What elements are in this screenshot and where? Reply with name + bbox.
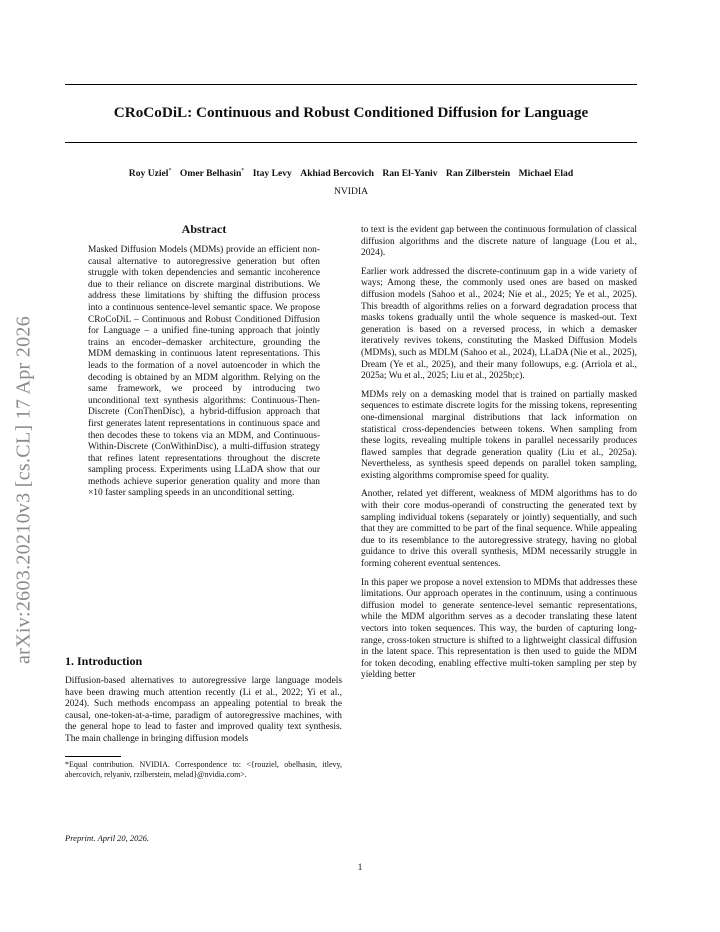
paragraph: to text is the evident gap between the continuous formulation of classical diffusion algorithms and the discrete nature of language (Lou et al., 2024). (361, 225, 637, 259)
author: Ran El-Yaniv (382, 168, 438, 180)
preprint-notice: Preprint. April 20, 2026. (65, 833, 150, 843)
author-list (65, 165, 637, 180)
section-heading-introduction: 1. Introduction (65, 654, 143, 668)
arxiv-identifier: arXiv:2603.20210v3 [cs.CL] 17 Apr 2026 (12, 315, 35, 665)
author: Ran Zilberstein (445, 168, 511, 180)
author: Akhiad Bercovich (300, 168, 374, 180)
author: Michael Elad (518, 168, 574, 180)
author: Itay Levy (252, 168, 292, 180)
affiliation: NVIDIA (333, 186, 369, 197)
title-bottom-rule (65, 142, 637, 143)
paragraph: In this paper we propose a novel extension to MDMs that addresses these limitations. Our approach operates in the continuum, using a continuous diffusion model to generate sentence-level semantic representations, while the MDM algorithm serves as a decoder translating these latent vectors into token sequences. This way, the burden of capturing long-range, cross-token structure is shifted to a lightweight classical diffusion in the latent space. This representation is then used to guide the MDM for token decoding, enabling effective multi-token sampling per step by yielding better (361, 577, 637, 681)
abstract-heading: Abstract (181, 222, 227, 236)
abstract-text: Masked Diffusion Models (MDMs) provide an efficient non-causal alternative to autoregressive generation but often struggle with token dependencies and semantic incoherence due to their reliance on discrete marginal distributions. We address these limitations by shifting the diffusion process into a continuous sentence-level semantic space. We propose CRoCoDiL – Continuous and Robust Conditioned Diffusion for Language – a unified fine-tuning approach that jointly trains an encoder–demasker architecture, grounding the MDM demasking in continuous latent representations. This leads to the formation of a novel autoencoder in which the decoding is obtained by an MDM algorithm. Relying on the same framework, we proceed by introducing two unconditional text synthesis algorithms: Continuous-Then-Discrete (ConThenDisc), a hybrid-diffusion approach that first generates latent representations in continuous space and then decodes these to tokens via an MDM, and Continuous-Within-Discrete (ConWithinDisc), a multi-diffusion strategy that refines latent representations throughout the discrete sampling process. Experiments using LLaDA show that our methods achieve superior generation quality and more than ×10 faster sampling speeds in an unconditional setting. (88, 245, 320, 499)
paragraph: MDMs rely on a demasking model that is trained on partially masked sequences to estimate discrete logits for the missing tokens, representing one-dimensional marginal distributions that lack information on statistical cross-dependencies between tokens. When sampling from these logits, revealing multiple tokens in parallel necessarily produces flawed samples that degrade generation quality (Liu et al., 2025a). Nevertheless, as synthesis speed depends on parallel token sampling, existing algorithms compromise speed for quality. (361, 389, 637, 481)
page-number: 1 (357, 862, 363, 873)
paragraph: Another, related yet different, weakness of MDM algorithms has to do with their core modus-operandi of constructing the generated text by sampling individual tokens (separately or jointly) sequentially, and such that they are committed to be part of the final sequence. While appealing due to its resemblance to the autoregressive strategy, having no global guidance to drive this overall synthesis, MDM necessarily struggle in forming coherent eventual sentences. (361, 489, 637, 570)
paragraph: Earlier work addressed the discrete-continuum gap in a wide variety of ways; Among these, the commonly used ones are based on masked diffusion models (Sahoo et al., 2024; Nie et al., 2025; Ye et al., 2025). This breadth of algorithms relies on a forward degradation process that masks tokens gradually until the whole sequence is masked-out. Text generation is based on a reversed process, in which a demasker iteratively revives tokens, constituting the Masked Diffusion Models (MDMs), such as MDLM (Sahoo et al., 2024), LLaDA (Nie et al., 2025), Dream (Ye et al., 2025), and their many followups, e.g. (Arriola et al., 2025a; Wu et al., 2025; Liu et al., 2025b;c). (361, 266, 637, 382)
title-top-rule (65, 84, 637, 85)
right-column-text (361, 225, 637, 689)
introduction-text: Diffusion-based alternatives to autoregressive large language models have been drawing much attention recently (Li et al., 2022; Yi et al., 2024). Such methods encompass an appealing potential to break the causal, one-token-at-a-time, paradigm of autoregressive machines, with the general hope to lead to faster and improved quality text synthesis. The main challenge in bringing diffusion models (65, 676, 342, 744)
author: Omer Belhasin* (179, 168, 245, 180)
footnote-rule (65, 756, 121, 757)
footnote: *Equal contribution. NVIDIA. Correspondence to: <{rouziel, obelhasin, itlevy, abercovich, relyaniv, rzilberstein, melad}@nvidia.com>. (65, 760, 342, 779)
paper-title: CRoCoDiL: Continuous and Robust Conditioned Diffusion for Language (113, 104, 589, 121)
author: Roy Uziel* (128, 168, 172, 180)
